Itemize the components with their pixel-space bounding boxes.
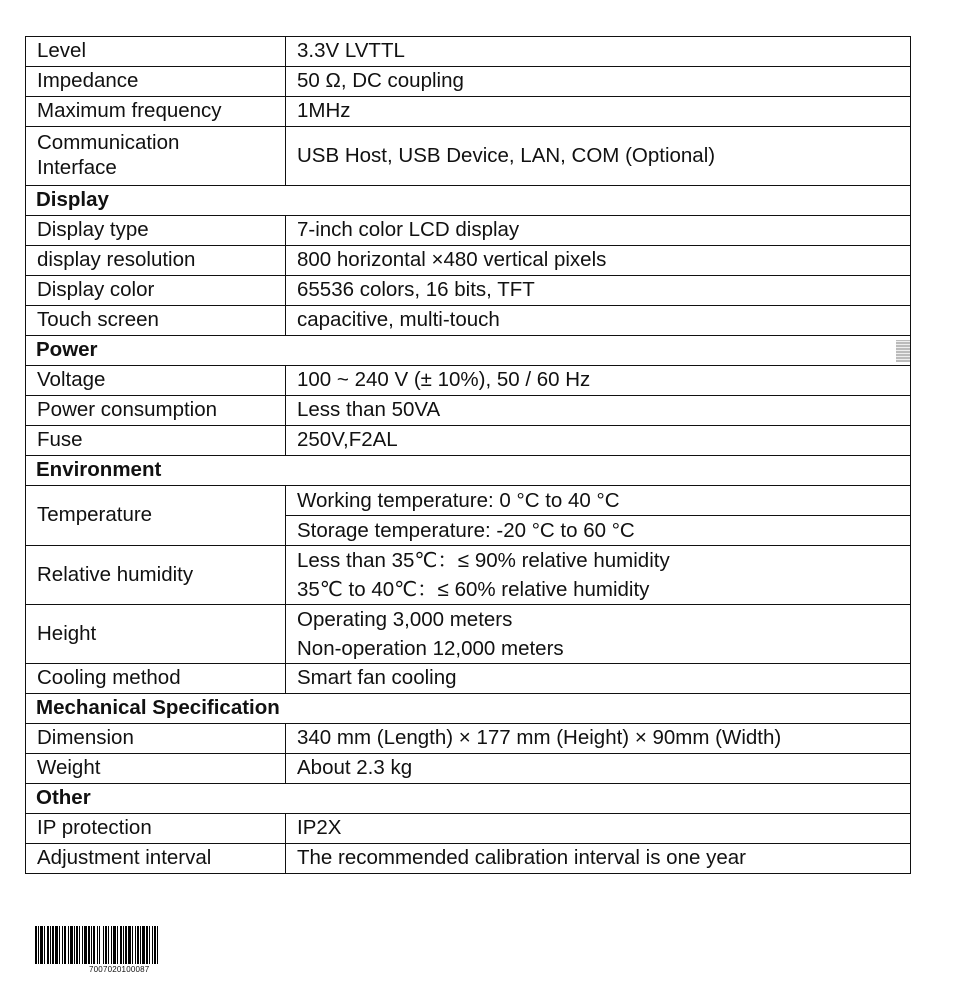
table-row [26, 97, 911, 127]
spec-value: Less than 35℃：≤ 90% relative humidity [297, 549, 670, 572]
section-heading: Power [36, 338, 98, 362]
spec-key: Power consumption [26, 396, 286, 426]
spec-value: 3.3V LVTTL [286, 37, 911, 67]
spec-value: Non-operation 12,000 meters [297, 637, 564, 660]
table-row [26, 127, 911, 186]
spec-key: Maximum frequency [26, 97, 286, 127]
spec-value: 35℃ to 40℃：≤ 60% relative humidity [297, 578, 650, 601]
spec-key: IP protection [26, 814, 286, 844]
spec-value-group [286, 546, 911, 605]
spec-key: Impedance [26, 67, 286, 97]
spec-key: Height [26, 605, 286, 664]
table-row [26, 67, 911, 97]
spec-value-group [286, 605, 911, 664]
spec-value: Storage temperature: -20 °C to 60 °C [297, 519, 635, 542]
spec-value: Less than 50VA [286, 396, 911, 426]
table-row [26, 396, 911, 426]
spec-value: 65536 colors, 16 bits, TFT [286, 276, 911, 306]
spec-key: Fuse [26, 426, 286, 456]
spec-value: 7-inch color LCD display [286, 216, 911, 246]
spec-key: Temperature [26, 486, 286, 546]
spec-key: Display color [26, 276, 286, 306]
scan-artifact [896, 340, 910, 362]
spec-key: Display type [26, 216, 286, 246]
spec-value: 100 ~ 240 V (± 10%), 50 / 60 Hz [286, 366, 911, 396]
section-row-environment [26, 456, 911, 486]
section-heading: Mechanical Specification [26, 694, 911, 724]
spec-key: Cooling method [26, 664, 286, 694]
spec-key-line: Communication [37, 131, 180, 155]
section-row-power [26, 336, 911, 366]
spec-key: Weight [26, 754, 286, 784]
spec-key: Adjustment interval [26, 844, 286, 874]
table-row [26, 844, 911, 874]
table-row [26, 426, 911, 456]
spec-value-group [286, 486, 911, 546]
spec-value: IP2X [286, 814, 911, 844]
spec-key: Touch screen [26, 306, 286, 336]
spec-value: About 2.3 kg [286, 754, 911, 784]
table-row [26, 276, 911, 306]
table-row [26, 306, 911, 336]
barcode-number: 7007020100087 [89, 965, 150, 974]
table-row [26, 246, 911, 276]
spec-value: 50 Ω, DC coupling [286, 67, 911, 97]
spec-value: capacitive, multi-touch [286, 306, 911, 336]
table-row [26, 664, 911, 694]
spec-value: USB Host, USB Device, LAN, COM (Optional) [286, 127, 911, 186]
spec-value: The recommended calibration interval is one year [286, 844, 911, 874]
spec-value: Smart fan cooling [286, 664, 911, 694]
section-heading-cell [26, 336, 911, 366]
spec-value: Working temperature: 0 °C to 40 °C [286, 486, 910, 516]
section-row-other [26, 784, 911, 814]
section-heading: Other [26, 784, 911, 814]
table-row [26, 605, 911, 664]
table-row [26, 814, 911, 844]
table-row [26, 546, 911, 605]
spec-key [26, 127, 286, 186]
table-row [26, 754, 911, 784]
spec-value: 340 mm (Length) × 177 mm (Height) × 90mm (Width) [286, 724, 911, 754]
spec-key: display resolution [26, 246, 286, 276]
section-row-mechanical [26, 694, 911, 724]
spec-value: 250V,F2AL [286, 426, 911, 456]
section-row-display [26, 186, 911, 216]
table-row [26, 37, 911, 67]
section-heading: Display [26, 186, 911, 216]
section-heading: Environment [26, 456, 911, 486]
barcode [35, 926, 213, 964]
table-row [26, 724, 911, 754]
spec-key-line: Interface [37, 156, 117, 179]
table-row [26, 486, 911, 546]
spec-key: Relative humidity [26, 546, 286, 605]
table-row [26, 366, 911, 396]
spec-value: Operating 3,000 meters [297, 608, 513, 631]
spec-key: Voltage [26, 366, 286, 396]
spec-value: 800 horizontal ×480 vertical pixels [286, 246, 911, 276]
spec-table [25, 36, 911, 874]
spec-value: 1MHz [286, 97, 911, 127]
spec-key: Dimension [26, 724, 286, 754]
spec-key: Level [26, 37, 286, 67]
table-row [26, 216, 911, 246]
